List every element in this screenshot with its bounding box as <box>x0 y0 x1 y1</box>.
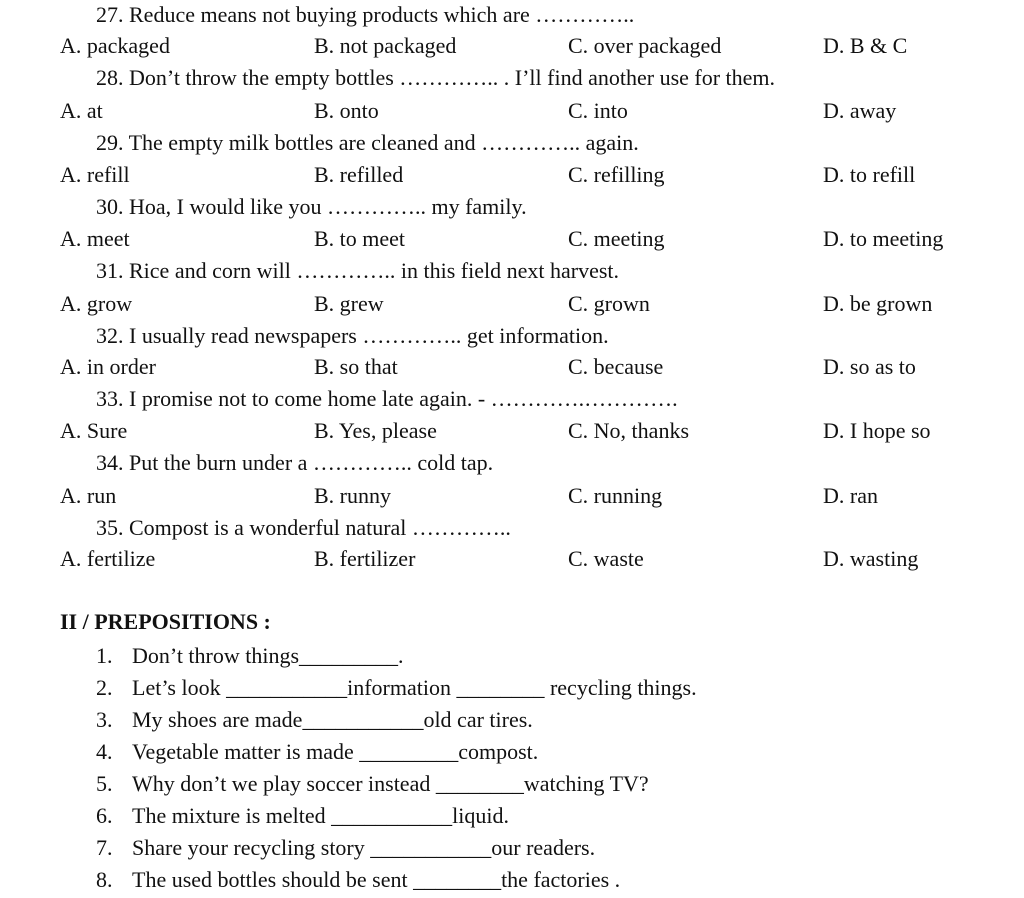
option-b: B. onto <box>314 98 379 123</box>
option-d: D. I hope so <box>823 418 931 443</box>
item-text: The used bottles should be sent ________the factories . <box>132 867 621 892</box>
option-a: A. run <box>60 483 117 508</box>
item-number: 2. <box>96 675 113 700</box>
option-d: D. away <box>823 98 897 123</box>
option-a: A. refill <box>60 162 130 187</box>
item-text: Let’s look ___________information ________ recycling things. <box>132 675 697 700</box>
option-b: B. grew <box>314 291 384 316</box>
section-heading: II / PREPOSITIONS : <box>60 609 271 634</box>
option-b: B. Yes, please <box>314 418 437 443</box>
option-b: B. to meet <box>314 226 406 251</box>
item-text: Share your recycling story ___________our readers. <box>132 835 596 860</box>
option-d: D. be grown <box>823 291 933 316</box>
item-number: 1. <box>96 643 113 668</box>
option-c: C. because <box>568 354 664 379</box>
option-b: B. not packaged <box>314 33 457 58</box>
option-c: C. over packaged <box>568 33 722 58</box>
item-number: 7. <box>96 835 113 860</box>
option-a: A. packaged <box>60 33 170 58</box>
item-number: 4. <box>96 739 113 764</box>
question-stem: 29. The empty milk bottles are cleaned and ………….. again. <box>96 130 639 155</box>
option-d: D. to meeting <box>823 226 944 251</box>
option-d: D. ran <box>823 483 878 508</box>
option-a: A. in order <box>60 354 156 379</box>
option-a: A. Sure <box>60 418 128 443</box>
option-c: C. refilling <box>568 162 665 187</box>
item-text: Vegetable matter is made _________compost. <box>132 739 539 764</box>
item-number: 8. <box>96 867 113 892</box>
question-stem: 34. Put the burn under a ………….. cold tap. <box>96 450 494 475</box>
question-stem: 27. Reduce means not buying products which are ………….. <box>96 2 635 27</box>
option-a: A. meet <box>60 226 130 251</box>
option-c: C. into <box>568 98 628 123</box>
option-a: A. grow <box>60 291 133 316</box>
option-a: A. at <box>60 98 103 123</box>
item-number: 3. <box>96 707 113 732</box>
option-a: A. fertilize <box>60 546 156 571</box>
question-stem: 30. Hoa, I would like you ………….. my family. <box>96 194 527 219</box>
option-c: C. running <box>568 483 663 508</box>
question-stem: 35. Compost is a wonderful natural ………….. <box>96 515 511 540</box>
item-text: My shoes are made___________old car tires. <box>132 707 533 732</box>
option-b: B. refilled <box>314 162 404 187</box>
option-c: C. grown <box>568 291 650 316</box>
question-stem: 28. Don’t throw the empty bottles ………….. . I’ll find another use for them. <box>96 65 776 90</box>
option-c: C. No, thanks <box>568 418 689 443</box>
item-number: 5. <box>96 771 113 796</box>
option-c: C. meeting <box>568 226 665 251</box>
question-stem: 32. I usually read newspapers ………….. get information. <box>96 323 609 348</box>
option-b: B. fertilizer <box>314 546 416 571</box>
item-text: The mixture is melted ___________liquid. <box>132 803 510 828</box>
option-b: B. runny <box>314 483 391 508</box>
option-d: D. to refill <box>823 162 916 187</box>
option-d: D. wasting <box>823 546 919 571</box>
item-text: Don’t throw things_________. <box>132 643 404 668</box>
option-b: B. so that <box>314 354 398 379</box>
option-d: D. so as to <box>823 354 916 379</box>
option-d: D. B & C <box>823 33 908 58</box>
item-number: 6. <box>96 803 113 828</box>
item-text: Why don’t we play soccer instead ________watching TV? <box>132 771 649 796</box>
option-c: C. waste <box>568 546 644 571</box>
question-stem: 33. I promise not to come home late again. - ………….…………. <box>96 386 678 411</box>
question-stem: 31. Rice and corn will ………….. in this field next harvest. <box>96 258 620 283</box>
